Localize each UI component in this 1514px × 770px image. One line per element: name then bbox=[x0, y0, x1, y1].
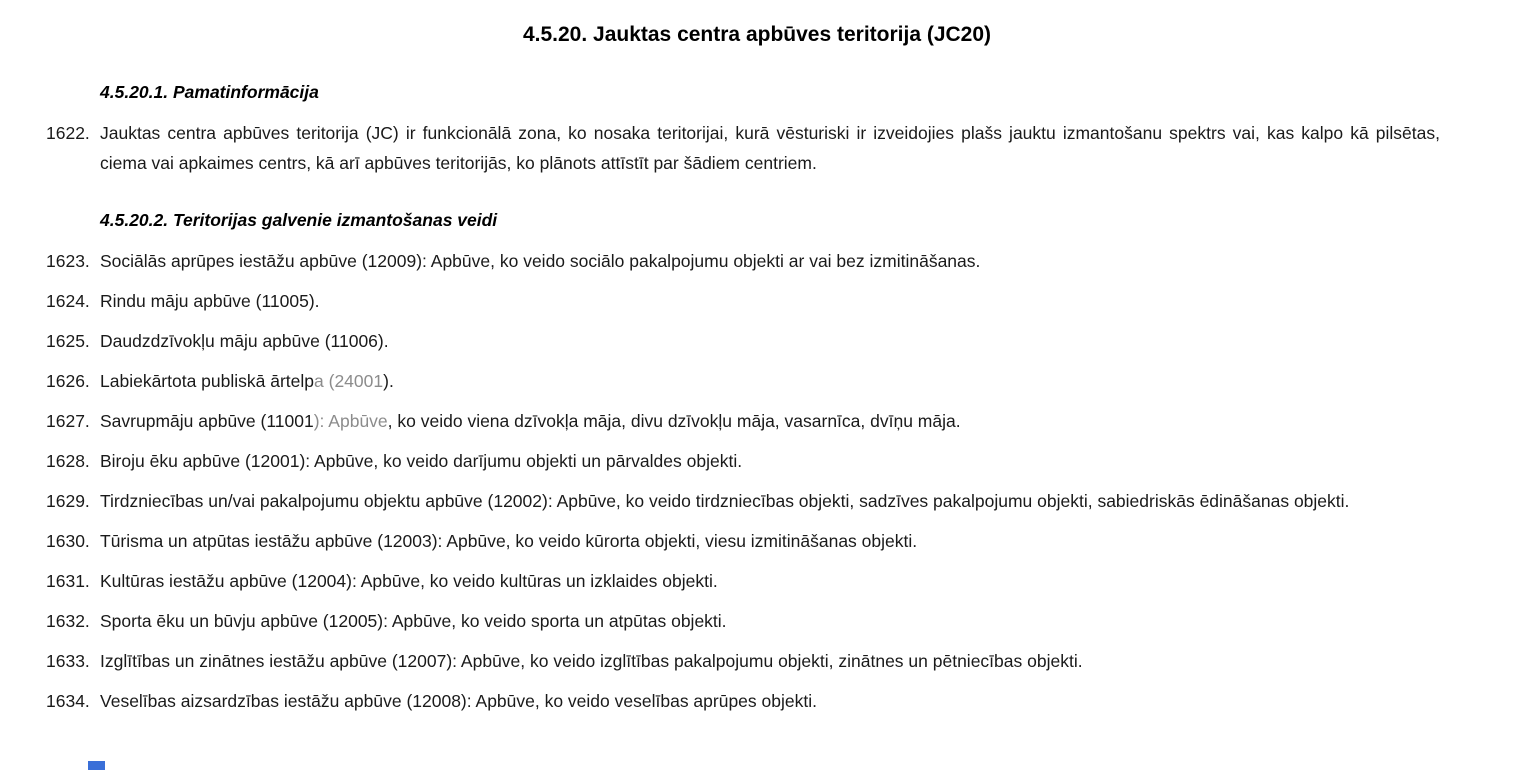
text-segment: Kultūras iestāžu apbūve (12004): Apbūve, ko veido kultūras un izklaides objekti. bbox=[100, 571, 718, 591]
text-segment: Savrupmāju apbūve (11001 bbox=[100, 411, 314, 431]
item-text bbox=[100, 566, 1440, 596]
list-item bbox=[46, 566, 1440, 596]
muted-text: ): Apbūve bbox=[313, 411, 388, 431]
section-items-pamatinformacija bbox=[46, 118, 1440, 178]
item-text bbox=[100, 286, 1440, 316]
list-item bbox=[46, 246, 1440, 276]
document-content bbox=[0, 80, 1514, 716]
text-segment: , ko veido viena dzīvokļa māja, divu dzīvokļu māja, vasarnīca, dvīņu māja. bbox=[387, 411, 961, 431]
list-item bbox=[46, 326, 1440, 356]
item-number: 1628. bbox=[46, 451, 90, 471]
text-segment: Sporta ēku un būvju apbūve (12005): Apbūve, ko veido sporta un atpūtas objekti. bbox=[100, 611, 727, 631]
document-page bbox=[0, 20, 1514, 716]
section-items-izmantosanas-veidi bbox=[46, 246, 1440, 716]
item-text bbox=[100, 246, 1440, 276]
item-text bbox=[100, 526, 1440, 556]
text-segment: Rindu māju apbūve (11005). bbox=[100, 291, 320, 311]
text-segment: Tūrisma un atpūtas iestāžu apbūve (12003): Apbūve, ko veido kūrorta objekti, viesu izmitināšanas objekti. bbox=[100, 531, 918, 551]
list-item bbox=[46, 526, 1440, 556]
item-number: 1626. bbox=[46, 371, 90, 391]
muted-text: a (24001 bbox=[314, 371, 384, 391]
text-segment: Sociālās aprūpes iestāžu apbūve (12009): Apbūve, ko veido sociālo pakalpojumu objekti ar vai bez izmitināšanas. bbox=[100, 251, 981, 271]
item-text bbox=[100, 686, 1440, 716]
item-number: 1624. bbox=[46, 291, 90, 311]
item-text bbox=[100, 486, 1440, 516]
list-item bbox=[46, 366, 1440, 396]
list-item bbox=[46, 686, 1440, 716]
list-item bbox=[46, 446, 1440, 476]
item-text bbox=[100, 118, 1440, 178]
text-segment: Tirdzniecības un/vai pakalpojumu objektu apbūve (12002): Apbūve, ko veido tirdzniecības objekti, sadzīves pakalpojumu objekti, sabiedriskās ēdināšanas objekti. bbox=[100, 491, 1350, 511]
item-text bbox=[100, 406, 1440, 436]
list-item bbox=[46, 286, 1440, 316]
item-number: 1622. bbox=[46, 123, 90, 143]
text-segment: Izglītības un zinātnes iestāžu apbūve (12007): Apbūve, ko veido izglītības pakalpojumu objekti, zinātnes un pētniecības objekti. bbox=[100, 651, 1083, 671]
item-number: 1632. bbox=[46, 611, 90, 631]
item-text bbox=[100, 366, 1440, 396]
item-number: 1623. bbox=[46, 251, 90, 271]
text-segment: Labiekārtota publiskā ārtelp bbox=[100, 371, 315, 391]
item-number: 1633. bbox=[46, 651, 90, 671]
text-segment: Biroju ēku apbūve (12001): Apbūve, ko veido darījumu objekti un pārvaldes objekti. bbox=[100, 451, 743, 471]
item-text bbox=[100, 446, 1440, 476]
text-segment: Jauktas centra apbūves teritorija (JC) ir funkcionālā zona, ko nosaka teritorijai, kurā vēsturiski ir izveidojies plašs jauktu izmantošanu spektrs vai, kas kalpo kā pilsētas, ciema vai apkaimes centrs, kā arī apbūves teritorijās, ko plānots attīstīt par šādiem centriem. bbox=[100, 123, 1440, 173]
text-segment: Daudzdzīvokļu māju apbūve (11006). bbox=[100, 331, 389, 351]
item-text bbox=[100, 606, 1440, 636]
item-number: 1631. bbox=[46, 571, 90, 591]
text-segment: ). bbox=[383, 371, 394, 391]
item-number: 1625. bbox=[46, 331, 90, 351]
list-item bbox=[46, 646, 1440, 676]
item-number: 1629. bbox=[46, 491, 90, 511]
list-item bbox=[46, 406, 1440, 436]
item-number: 1630. bbox=[46, 531, 90, 551]
list-item bbox=[46, 118, 1440, 178]
item-text bbox=[100, 646, 1440, 676]
item-text bbox=[100, 326, 1440, 356]
partially-visible-link[interactable] bbox=[88, 761, 105, 770]
section-heading-izmantosanas-veidi: 4.5.20.2. Teritorijas galvenie izmantošanas veidi bbox=[100, 210, 498, 230]
list-item bbox=[46, 606, 1440, 636]
item-number: 1634. bbox=[46, 691, 90, 711]
item-number: 1627. bbox=[46, 411, 90, 431]
page-title: 4.5.20. Jauktas centra apbūves teritorija (JC20) bbox=[522, 23, 992, 46]
text-segment: Veselības aizsardzības iestāžu apbūve (12008): Apbūve, ko veido veselības aprūpes objekti. bbox=[100, 691, 817, 711]
section-heading-pamatinformacija: 4.5.20.1. Pamatinformācija bbox=[100, 82, 319, 102]
list-item bbox=[46, 486, 1440, 516]
